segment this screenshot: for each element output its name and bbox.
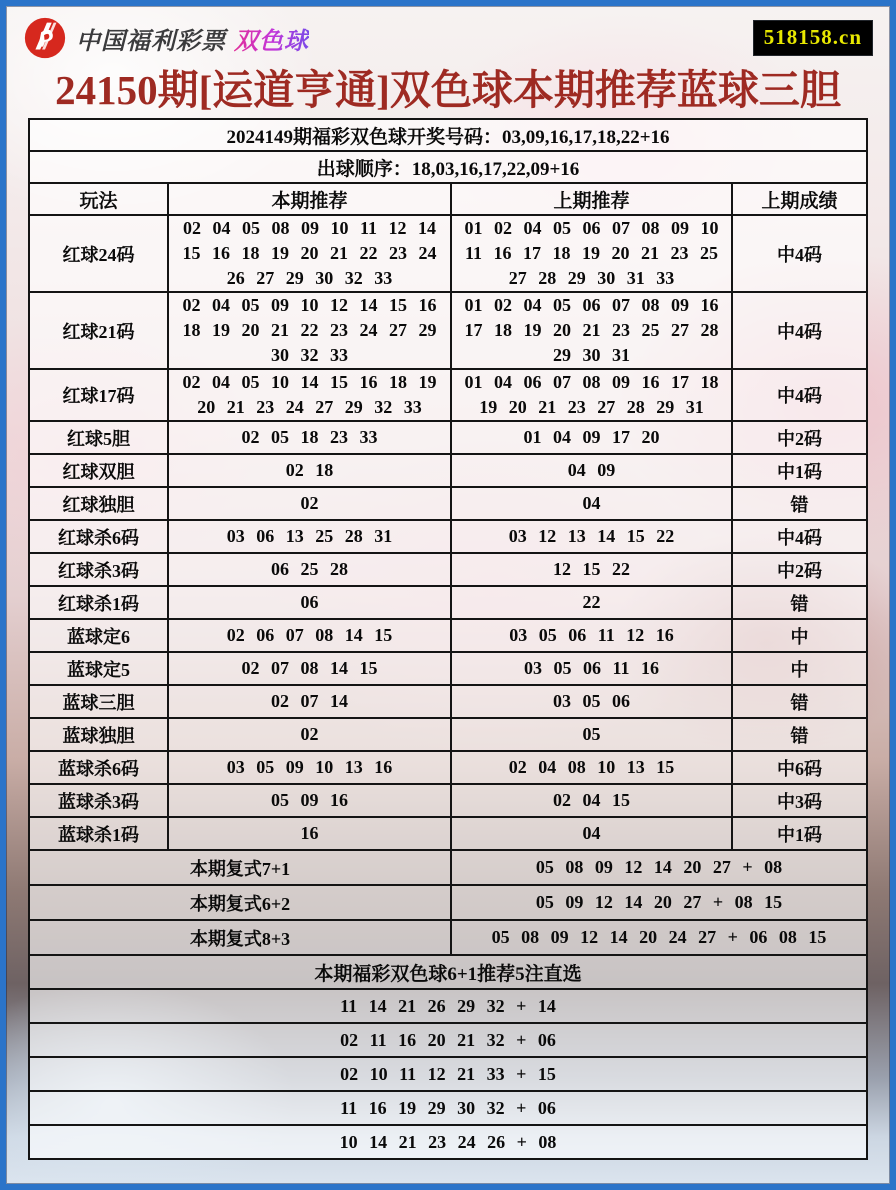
current-cell: 02 07 08 14 15: [168, 652, 451, 685]
play-label-cell: 红球杀1码: [29, 586, 168, 619]
last-cell: 12 15 22: [451, 553, 732, 586]
draw-result-text: 2024149期福彩双色球开奖号码：03,09,16,17,18,22+16: [29, 119, 867, 151]
current-cell: 02 07 14: [168, 685, 451, 718]
last-cell: 03 05 06: [451, 685, 732, 718]
zhixuan-row: [29, 1023, 867, 1057]
result-cell: 中1码: [732, 454, 867, 487]
last-cell: 03 12 13 14 15 22: [451, 520, 732, 553]
brand-name-black: 中国福利彩票: [76, 27, 226, 55]
result-cell: 中1码: [732, 817, 867, 850]
col-header-current: 本期推荐: [168, 183, 451, 215]
current-cell: 02 04 05 10 14 15 16 18 19 20 21 23 24 27 29 32 33: [168, 369, 451, 421]
table-row: [29, 652, 867, 685]
last-cell: 04: [451, 817, 732, 850]
zhixuan-row: [29, 1057, 867, 1091]
table-row: [29, 369, 867, 421]
page-title: 24150期[运道亨通]双色球本期推荐蓝球三胆: [55, 67, 841, 113]
duplex-label-cell: 本期复式6+2: [29, 885, 451, 920]
last-cell: 22: [451, 586, 732, 619]
play-label-cell: 蓝球独胆: [29, 718, 168, 751]
duplex-label-cell: 本期复式7+1: [29, 850, 451, 885]
zhixuan-section-title: 本期福彩双色球6+1推荐5注直选: [29, 955, 867, 989]
table-row: [29, 751, 867, 784]
result-cell: 错: [732, 718, 867, 751]
current-cell: 06: [168, 586, 451, 619]
table-row: [29, 553, 867, 586]
play-label-cell: 蓝球杀1码: [29, 817, 168, 850]
current-cell: 02 04 05 09 10 12 14 15 16 18 19 20 21 22 23 24 27 29 30 32 33: [168, 292, 451, 369]
duplex-value-cell: 05 08 09 12 14 20 24 27 + 06 08 15: [451, 920, 867, 955]
brand-name-magenta: 双色球: [234, 21, 309, 56]
current-cell: 02 06 07 08 14 15: [168, 619, 451, 652]
play-label-cell: 红球5胆: [29, 421, 168, 454]
col-header-play: 玩法: [29, 183, 168, 215]
last-cell: 02 04 15: [451, 784, 732, 817]
result-cell: 中2码: [732, 421, 867, 454]
play-label-cell: 蓝球三胆: [29, 685, 168, 718]
play-label-cell: 红球独胆: [29, 487, 168, 520]
result-cell: 中4码: [732, 215, 867, 292]
zhixuan-row: [29, 1125, 867, 1159]
draw-result-row: [29, 119, 867, 151]
current-cell: 02 04 05 08 09 10 11 12 14 15 16 18 19 20 21 22 23 24 26 27 29 30 32 33: [168, 215, 451, 292]
play-label-cell: 红球双胆: [29, 454, 168, 487]
result-cell: 中6码: [732, 751, 867, 784]
zhixuan-row: [29, 1091, 867, 1125]
result-cell: 错: [732, 685, 867, 718]
play-label-cell: 蓝球定6: [29, 619, 168, 652]
zhixuan-numbers: 02 10 11 12 21 33 + 15: [29, 1057, 867, 1091]
recommendation-table: [28, 118, 868, 1160]
table-row: [29, 421, 867, 454]
result-cell: 错: [732, 487, 867, 520]
last-cell: 04 09: [451, 454, 732, 487]
current-cell: 16: [168, 817, 451, 850]
last-cell: 05: [451, 718, 732, 751]
last-cell: 01 02 04 05 06 07 08 09 10 11 16 17 18 19 20 21 23 25 27 28 29 30 31 33: [451, 215, 732, 292]
current-cell: 02: [168, 487, 451, 520]
play-label-cell: 蓝球杀6码: [29, 751, 168, 784]
result-cell: 中4码: [732, 292, 867, 369]
duplex-value-cell: 05 09 12 14 20 27 + 08 15: [451, 885, 867, 920]
duplex-label-cell: 本期复式8+3: [29, 920, 451, 955]
play-label-cell: 红球杀6码: [29, 520, 168, 553]
last-cell: 01 04 06 07 08 09 16 17 18 19 20 21 23 27 28 29 31: [451, 369, 732, 421]
current-cell: 05 09 16: [168, 784, 451, 817]
result-cell: 中: [732, 652, 867, 685]
play-label-cell: 红球24码: [29, 215, 168, 292]
table-row: [29, 685, 867, 718]
result-cell: 错: [732, 586, 867, 619]
brand-bar: [6, 6, 890, 64]
duplex-row: [29, 850, 867, 885]
site-badge: 518158.cn: [754, 21, 872, 55]
table-row: [29, 718, 867, 751]
last-cell: 03 05 06 11 12 16: [451, 619, 732, 652]
current-cell: 06 25 28: [168, 553, 451, 586]
play-label-cell: 蓝球杀3码: [29, 784, 168, 817]
zhixuan-numbers: 10 14 21 23 24 26 + 08: [29, 1125, 867, 1159]
duplex-value-cell: 05 08 09 12 14 20 27 + 08: [451, 850, 867, 885]
table-row: [29, 215, 867, 292]
play-label-cell: 蓝球定5: [29, 652, 168, 685]
table-row: [29, 487, 867, 520]
duplex-row: [29, 920, 867, 955]
duplex-row: [29, 885, 867, 920]
result-cell: 中4码: [732, 520, 867, 553]
table-row: [29, 292, 867, 369]
result-cell: 中3码: [732, 784, 867, 817]
last-cell: 04: [451, 487, 732, 520]
zhixuan-row: [29, 989, 867, 1023]
current-cell: 03 06 13 25 28 31: [168, 520, 451, 553]
col-header-result: 上期成绩: [732, 183, 867, 215]
last-cell: 01 02 04 05 06 07 08 09 16 17 18 19 20 21 23 25 27 28 29 30 31: [451, 292, 732, 369]
brand: [22, 15, 309, 61]
result-cell: 中2码: [732, 553, 867, 586]
table-row: [29, 784, 867, 817]
play-label-cell: 红球21码: [29, 292, 168, 369]
current-cell: 02: [168, 718, 451, 751]
zhixuan-numbers: 11 16 19 29 30 32 + 06: [29, 1091, 867, 1125]
current-cell: 02 05 18 23 33: [168, 421, 451, 454]
china-welfare-lottery-logo-icon: [22, 15, 68, 61]
table-row: [29, 619, 867, 652]
table-row: [29, 454, 867, 487]
last-cell: 03 05 06 11 16: [451, 652, 732, 685]
result-cell: 中4码: [732, 369, 867, 421]
col-header-last: 上期推荐: [451, 183, 732, 215]
current-cell: 03 05 09 10 13 16: [168, 751, 451, 784]
table-row: [29, 817, 867, 850]
table-header-row: [29, 183, 867, 215]
zhixuan-numbers: 11 14 21 26 29 32 + 14: [29, 989, 867, 1023]
zhixuan-numbers: 02 11 16 20 21 32 + 06: [29, 1023, 867, 1057]
table-row: [29, 586, 867, 619]
zhixuan-section-title-row: [29, 955, 867, 989]
draw-order-row: [29, 151, 867, 183]
draw-order-text: 出球顺序：18,03,16,17,22,09+16: [29, 151, 867, 183]
last-cell: 01 04 09 17 20: [451, 421, 732, 454]
play-label-cell: 红球杀3码: [29, 553, 168, 586]
last-cell: 02 04 08 10 13 15: [451, 751, 732, 784]
current-cell: 02 18: [168, 454, 451, 487]
result-cell: 中: [732, 619, 867, 652]
play-label-cell: 红球17码: [29, 369, 168, 421]
table-row: [29, 520, 867, 553]
